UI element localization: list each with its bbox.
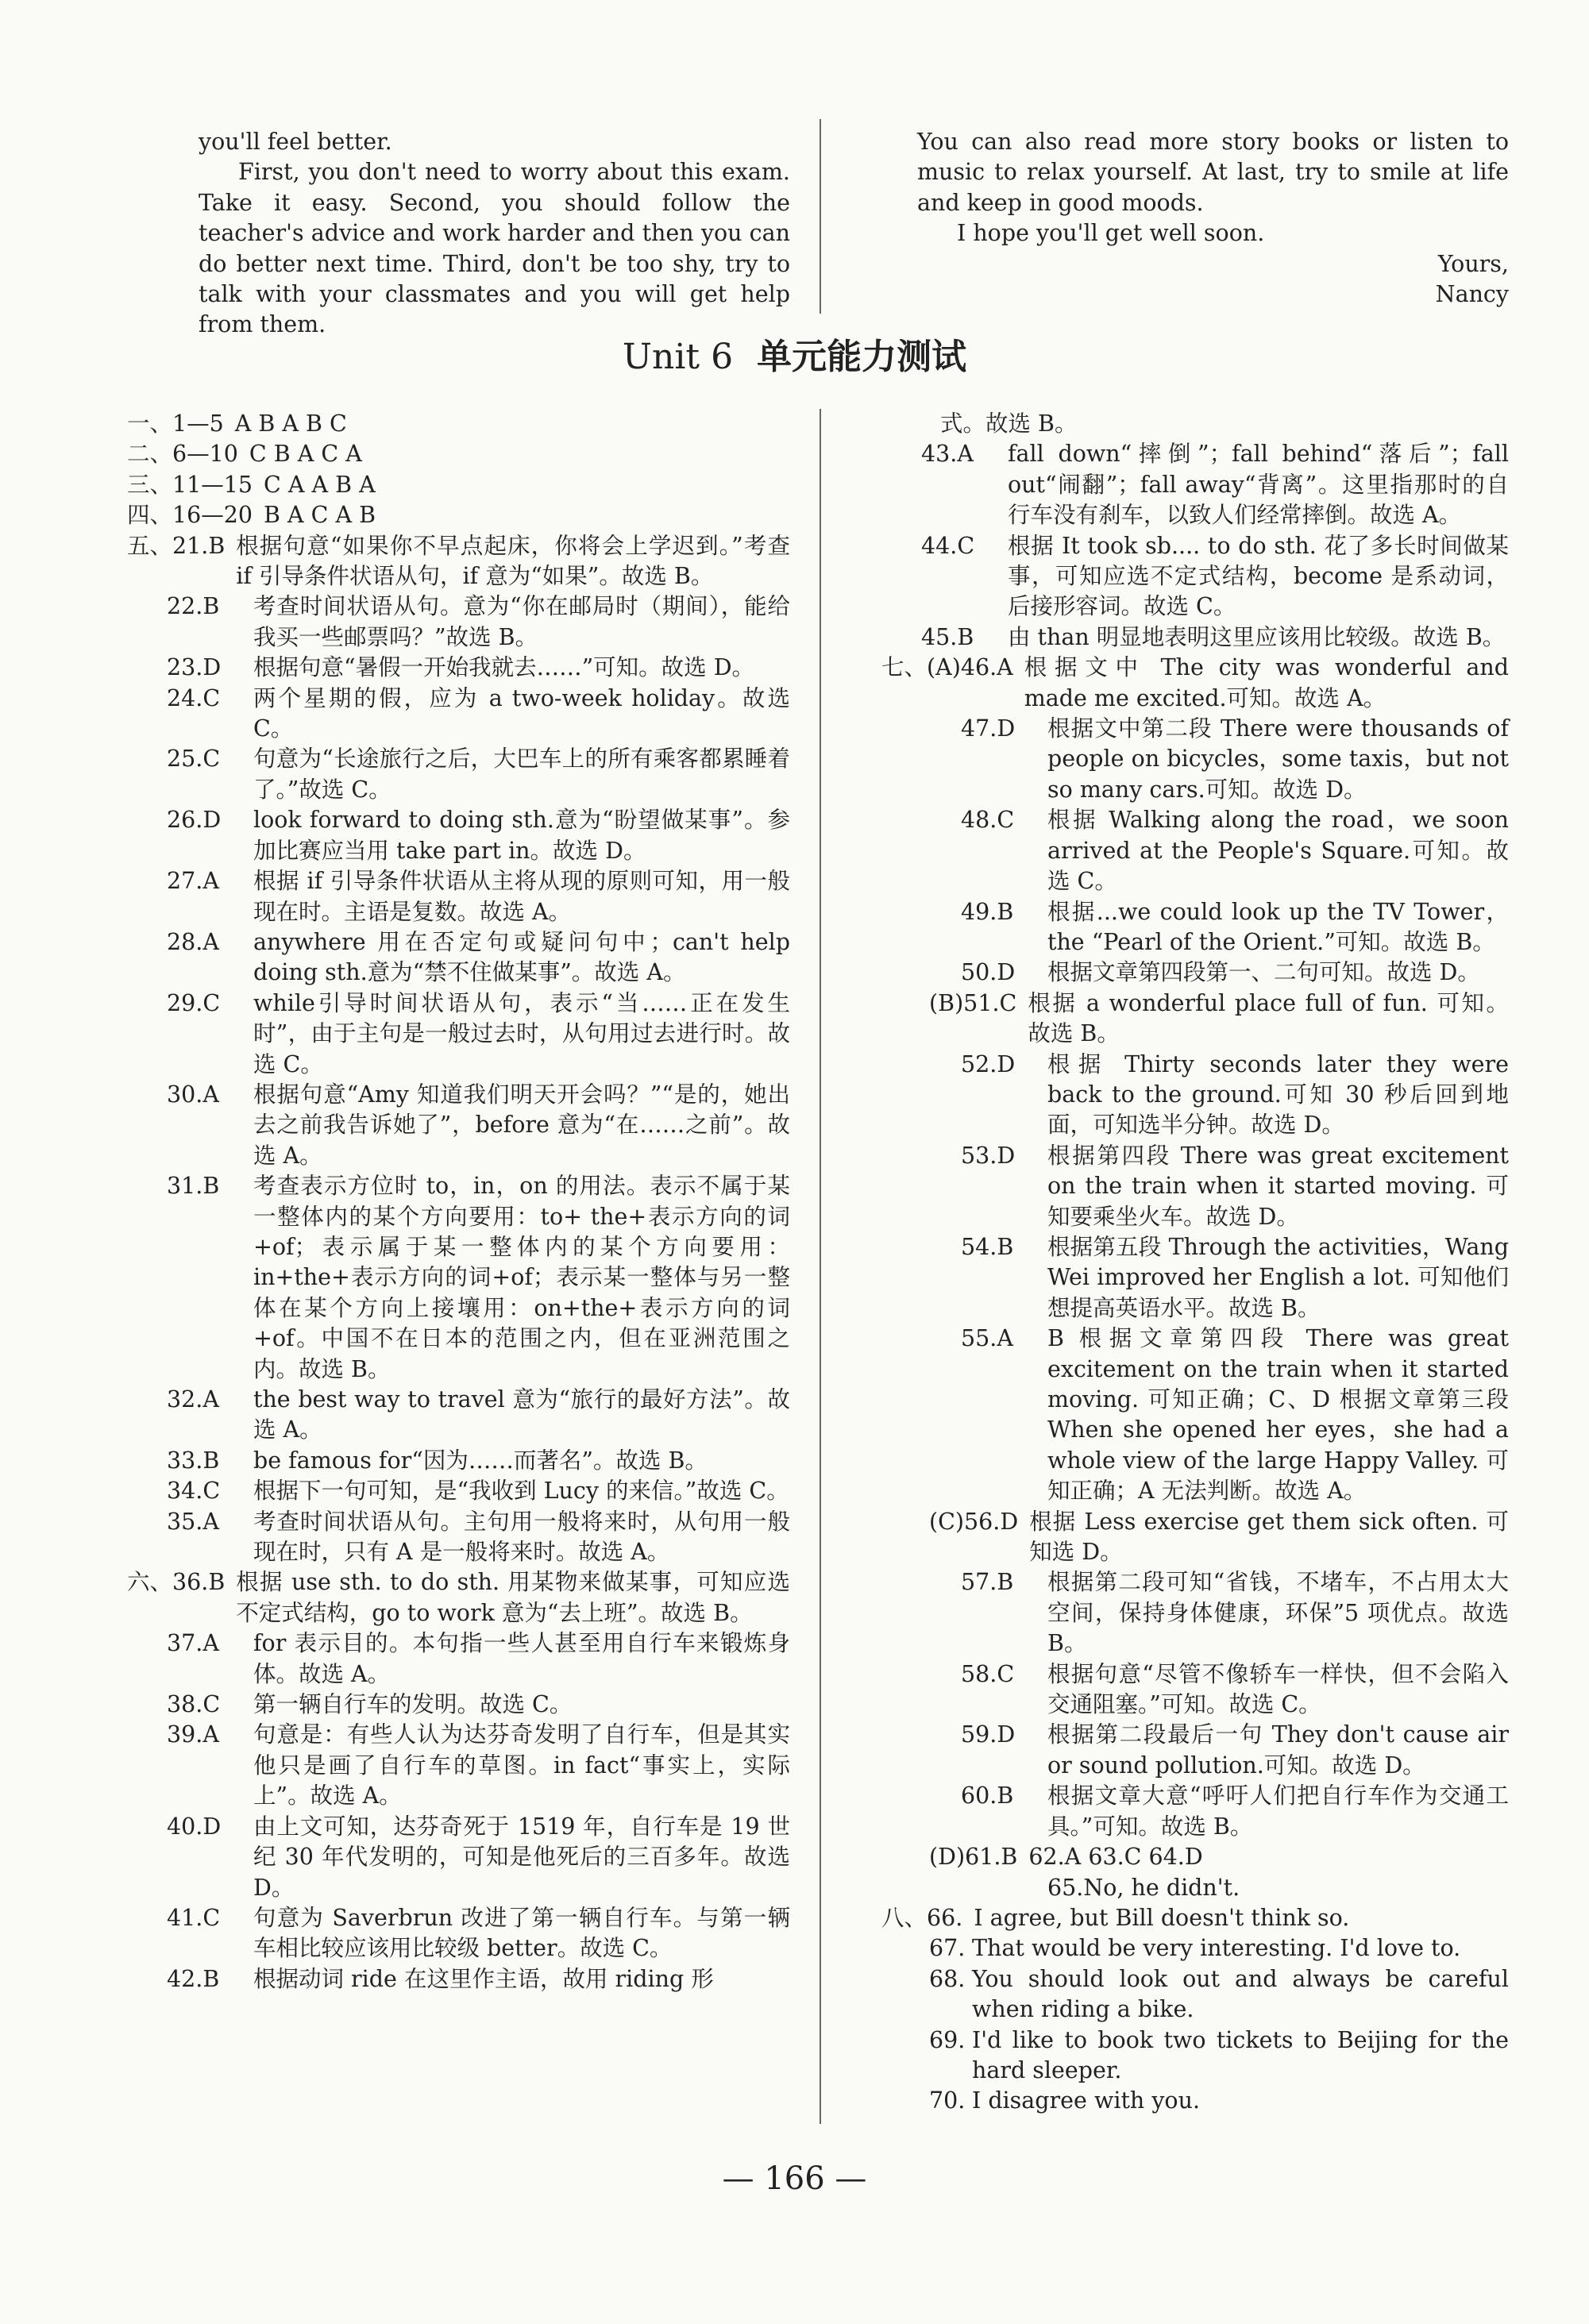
answer-row — [881, 989, 1509, 1050]
answer-text: be famous for“因为……而著名”。故选 B。 — [253, 1447, 708, 1474]
answer-row — [881, 897, 1509, 958]
answer-text: 根据句意“如果你不早点起床，你将会上学迟到。”考查 if 引导条件状语从句，if 意为“如果”。故选 B。 — [236, 532, 790, 590]
answer-label: 60.B — [961, 1783, 1014, 1809]
letter-paragraph: you'll feel better. — [199, 129, 392, 155]
answer-text: C A A B A — [264, 471, 376, 498]
answer-text: 根据文章第四段第一、二句可知。故选 D。 — [1047, 959, 1480, 986]
answer-label: 40.D — [167, 1813, 222, 1840]
answer-label: 42.B — [167, 1965, 220, 1992]
answer-text: 根据文章大意“呼吁人们把自行车作为交通工具。”可知。故选 B。 — [1047, 1783, 1509, 1840]
answer-row — [127, 1171, 790, 1385]
answer-row — [881, 1141, 1509, 1232]
answer-label: 69. — [929, 2026, 966, 2053]
answer-row — [127, 1628, 790, 1690]
answer-text: look forward to doing sth.意为“盼望做某事”。参加比赛应当用 take part in。故选 D。 — [253, 807, 790, 864]
answer-text: B 根据文章第四段 There was great excitement on the train when it started moving. 可知正确；C、D 根据文章第三段 When she opened her eyes，she had a whole view of the large Happy Valley. 可知正确；A 无法判断。故选 A。 — [1047, 1325, 1509, 1505]
answer-text: 根据文中 The city was wonderful and made me excited.可知。故选 A。 — [1024, 654, 1509, 711]
answer-label: 29.C — [167, 989, 221, 1016]
answer-text: 根据第五段 Through the activities，Wang Wei improved her English a lot. 可知他们想提高英语水平。故选 B。 — [1047, 1233, 1509, 1321]
answer-label: 26.D — [167, 807, 222, 834]
answer-text: 根据 if 引导条件状语从主将从现的原则可知，用一般现在时。主语是复数。故选 A。 — [253, 868, 790, 925]
answer-row — [127, 927, 790, 989]
answer-row — [127, 1964, 790, 1994]
answer-row — [127, 439, 790, 469]
answer-label: 53.D — [961, 1142, 1016, 1169]
answer-text: 根据 Walking along the road，we soon arrived at the People's Square.可知。故选 C。 — [1047, 807, 1509, 895]
answer-row — [881, 2086, 1509, 2116]
answer-row — [881, 1903, 1509, 1933]
answer-label: 33.B — [167, 1447, 220, 1474]
answer-text: I disagree with you. — [972, 2087, 1201, 2114]
answer-label: 55.A — [961, 1325, 1013, 1352]
answer-text: anywhere 用在否定句或疑问句中；can't help doing sth.意为“禁不住做某事”。故选 A。 — [253, 928, 790, 986]
answer-text: 62.A 63.C 64.D — [1028, 1844, 1203, 1871]
answer-label: 32.A — [167, 1386, 219, 1413]
answer-text: 根据...we could look up the TV Tower，the “Pearl of the Orient.”可知。故选 B。 — [1047, 898, 1509, 955]
answer-row — [127, 1812, 790, 1903]
answer-label: 24.C — [167, 684, 221, 711]
answer-label: 59.D — [961, 1721, 1016, 1748]
answer-text: 根据文中第二段 There were thousands of people on bicycles，some taxis，but not so many cars.可知。故选 D。 — [1047, 715, 1509, 803]
column-divider — [820, 409, 821, 2124]
answer-text: 句意为 Saverbrun 改进了第一辆自行车。与第一辆车相比较应该用比较级 better。故选 C。 — [253, 1904, 790, 1962]
answer-label: 一、1—5 — [127, 410, 224, 437]
answer-row — [881, 1324, 1509, 1506]
answer-row — [881, 805, 1509, 896]
answer-text: 根据动词 ride 在这里作主语，故用 riding 形 — [253, 1965, 714, 1992]
answer-text: 根据第二段可知“省钱，不堵车，不占用太大空间，保持身体健康，环保”5 项优点。故选 B。 — [1047, 1569, 1509, 1657]
answer-label: 57.B — [961, 1569, 1014, 1596]
answer-label: 38.C — [167, 1691, 221, 1718]
answer-text: 由上文可知，达芬奇死于 1519 年，自行车是 19 世纪 30 年代发明的，可知是他死后的三百多年。故选 D。 — [253, 1813, 790, 1901]
answer-label: 二、6—10 — [127, 441, 238, 468]
answer-row — [127, 592, 790, 653]
answer-label: 34.C — [167, 1478, 221, 1505]
answer-label: 五、21.B — [127, 532, 226, 559]
answer-row — [127, 1080, 790, 1171]
answer-text: the best way to travel 意为“旅行的最好方法”。故选 A。 — [253, 1386, 790, 1443]
letter-closing: Yours, — [1437, 250, 1509, 277]
answer-text: You should look out and always be careful when riding a bike. — [972, 1965, 1509, 2023]
answer-row — [881, 409, 1509, 439]
answer-row — [881, 2025, 1509, 2087]
answer-label — [961, 1873, 1036, 1903]
letter-left — [199, 127, 790, 341]
answer-label: 30.A — [167, 1081, 219, 1108]
page-number: — 166 — — [722, 2160, 867, 2197]
answer-label: 54.B — [961, 1233, 1014, 1260]
answer-label: 70. — [929, 2087, 966, 2114]
answer-label: 52.D — [961, 1050, 1016, 1077]
answer-row — [127, 1567, 790, 1628]
answer-row — [881, 1873, 1509, 1903]
answer-row — [127, 805, 790, 866]
answer-label: 27.A — [167, 868, 219, 895]
answer-label: 31.B — [167, 1173, 220, 1200]
answer-text: That would be very interesting. I'd love to. — [972, 1935, 1461, 1962]
letter-right — [917, 127, 1509, 310]
answer-text: 句意为“长途旅行之后，大巴车上的所有乘客都累睡着了。”故选 C。 — [253, 746, 790, 803]
answer-label: 23.D — [167, 654, 222, 681]
answer-row — [881, 531, 1509, 622]
answer-label: 47.D — [961, 715, 1016, 742]
answer-row — [127, 1720, 790, 1811]
answer-label: 45.B — [921, 623, 974, 650]
answer-row — [881, 1964, 1509, 2025]
answer-text: 根据句意“暑假一开始我就去……”可知。故选 D。 — [253, 654, 755, 681]
answer-row — [881, 1720, 1509, 1781]
answer-label: 七、(A)46.A — [881, 654, 1013, 681]
answer-text: B A C A B — [264, 502, 376, 529]
answer-row — [881, 1232, 1509, 1324]
answer-label: 28.A — [167, 928, 219, 955]
answer-text: 根据第四段 There was great excitement on the train when it started moving. 可知要乘坐火车。故选 D。 — [1047, 1142, 1509, 1230]
answer-row — [127, 1903, 790, 1964]
answer-label: (D)61.B — [929, 1844, 1018, 1871]
answer-row — [127, 1507, 790, 1568]
answer-text: 根据 use sth. to do sth. 用某物来做某事，可知应选不定式结构，go to work 意为“去上班”。故选 B。 — [236, 1569, 790, 1626]
answer-label: 三、11—15 — [127, 471, 253, 498]
unit-heading: 单元能力测试 — [757, 337, 967, 377]
answers-left-column — [127, 409, 790, 1994]
answer-text: fall down“摔倒”；fall behind“落后”；fall out“闹翻”；fall away“背离”。这里指那时的自行车没有刹车，以致人们经常摔倒。故选 A。 — [1008, 441, 1509, 529]
answer-row — [881, 439, 1509, 530]
answer-row — [881, 1659, 1509, 1721]
answer-row — [127, 470, 790, 500]
answer-label: 48.C — [961, 807, 1015, 834]
answer-row — [881, 1050, 1509, 1141]
answer-label: 35.A — [167, 1508, 219, 1535]
answer-row — [881, 1842, 1509, 1872]
letter-paragraph: I hope you'll get well soon. — [957, 220, 1265, 247]
answer-text: for 表示目的。本句指一些人甚至用自行车来锻炼身体。故选 A。 — [253, 1630, 790, 1687]
answer-text: A B A B C — [234, 410, 347, 437]
answer-text: 根据下一句可知，是“我收到 Lucy 的来信。”故选 C。 — [253, 1478, 789, 1505]
letter-paragraph: You can also read more story books or listen to music to relax yourself. At last, try to smile at life and keep in good moods. — [917, 129, 1509, 216]
answer-text: 考查时间状语从句。意为“你在邮局时（期间），能给我买一些邮票吗？”故选 B。 — [253, 593, 790, 650]
answers-right-column — [881, 409, 1509, 2117]
column-divider — [820, 119, 821, 314]
answer-text: 65.No, he didn't. — [1047, 1874, 1240, 1901]
answer-text: 句意是：有些人认为达芬奇发明了自行车，但是其实他只是画了自行车的草图。in fact“事实上，实际上”。故选 A。 — [253, 1721, 790, 1809]
answer-row — [881, 1507, 1509, 1568]
letter-signature: Nancy — [1435, 281, 1509, 308]
answer-row — [881, 1567, 1509, 1659]
answer-label: 43.A — [921, 441, 974, 468]
answer-text: 根据第二段最后一句 They don't cause air or sound pollution.可知。故选 D。 — [1047, 1721, 1509, 1779]
answer-text: 根据句意“尽管不像轿车一样快，但不会陷入交通阻塞。”可知。故选 C。 — [1047, 1660, 1509, 1718]
answer-label: 四、16—20 — [127, 502, 253, 529]
answer-label: 八、66. — [881, 1904, 963, 1931]
answer-label: 六、36.B — [127, 1569, 226, 1596]
answer-text: I'd like to book two tickets to Beijing for the hard sleeper. — [972, 2026, 1509, 2083]
answer-row — [881, 1781, 1509, 1842]
answer-row — [127, 653, 790, 683]
answer-text: 由 than 明显地表明这里应该用比较级。故选 B。 — [1008, 623, 1506, 650]
letter-paragraph: First, you don't need to worry about this exam. Take it easy. Second, you should follow the teacher's advice and work harder and then you can do better next time. Third, don't be too shy, try to talk with your classmates and you will get help from them. — [199, 159, 790, 338]
answer-row — [127, 1446, 790, 1476]
answer-row — [127, 1385, 790, 1446]
answer-label: 44.C — [921, 532, 975, 559]
answer-row — [881, 714, 1509, 805]
answer-label: (C)56.D — [929, 1508, 1019, 1535]
page-title — [0, 333, 1589, 381]
answer-label: 58.C — [961, 1660, 1015, 1687]
answer-text: 式。故选 B。 — [940, 410, 1078, 437]
answer-text: 根据 a wonderful place full of fun. 可知。故选 B。 — [1028, 989, 1509, 1047]
answer-label: 22.B — [167, 593, 220, 620]
answer-row — [127, 866, 790, 927]
answer-row — [127, 989, 790, 1080]
answer-row — [127, 531, 790, 592]
answer-text: 第一辆自行车的发明。故选 C。 — [253, 1691, 573, 1718]
answer-row — [127, 1690, 790, 1720]
unit-label: Unit 6 — [622, 337, 734, 377]
answer-row — [881, 958, 1509, 988]
answer-label: 50.D — [961, 959, 1016, 986]
answer-text: 根据句意“Amy 知道我们明天开会吗？”“是的，她出去之前我告诉她了”，before 意为“在……之前”。故选 A。 — [253, 1081, 790, 1169]
answer-row — [127, 500, 790, 530]
answer-row — [881, 653, 1509, 714]
answer-label: 37.A — [167, 1630, 219, 1657]
answer-label: 39.A — [167, 1721, 219, 1748]
answer-label: 67. — [929, 1935, 966, 1962]
answer-row — [881, 1933, 1509, 1964]
answer-row — [127, 684, 790, 745]
answer-row — [127, 409, 790, 439]
answer-text: 两个星期的假，应为 a two-week holiday。故选 C。 — [253, 684, 790, 742]
answer-text: 考查时间状语从句。主句用一般将来时，从句用一般现在时，只有 A 是一般将来时。故选 A。 — [253, 1508, 790, 1566]
answer-label: 41.C — [167, 1904, 221, 1931]
answer-label: (B)51.C — [929, 989, 1017, 1016]
answer-label: 68. — [929, 1965, 966, 1992]
answer-row — [881, 622, 1509, 653]
answer-row — [127, 744, 790, 805]
answer-text: while引导时间状语从句，表示“当……正在发生时”，由于主句是一般过去时，从句用过去进行时。故选 C。 — [253, 989, 790, 1077]
answer-text: 根据 Less exercise get them sick often. 可知选 D。 — [1029, 1508, 1509, 1566]
answer-label: 49.B — [961, 898, 1014, 925]
answer-text: C B A C A — [249, 441, 362, 468]
answer-row — [127, 1476, 790, 1506]
answer-text: I agree, but Bill doesn't think so. — [974, 1904, 1350, 1931]
answer-label: 25.C — [167, 746, 221, 773]
answer-text: 根据 It took sb.... to do sth. 花了多长时间做某事，可知应选不定式结构，become 是系动词，后接形容词。故选 C。 — [1008, 532, 1509, 620]
answer-text: 考查表示方位时 to，in，on 的用法。表示不属于某一整体内的某个方向要用：to+ the+表示方向的词+of；表示属于某一整体内的某个方向要用：in+the+表示方向的词+of；表示某一整体与另一整体在某个方向上接壤用：on+the+表示方向的词+of。中国不在日本的范围之内，但在亚洲范围之内。故选 B。 — [253, 1173, 790, 1382]
answer-text: 根据 Thirty seconds later they were back to the ground.可知 30 秒后回到地面，可知选半分钟。故选 D。 — [1047, 1050, 1509, 1139]
